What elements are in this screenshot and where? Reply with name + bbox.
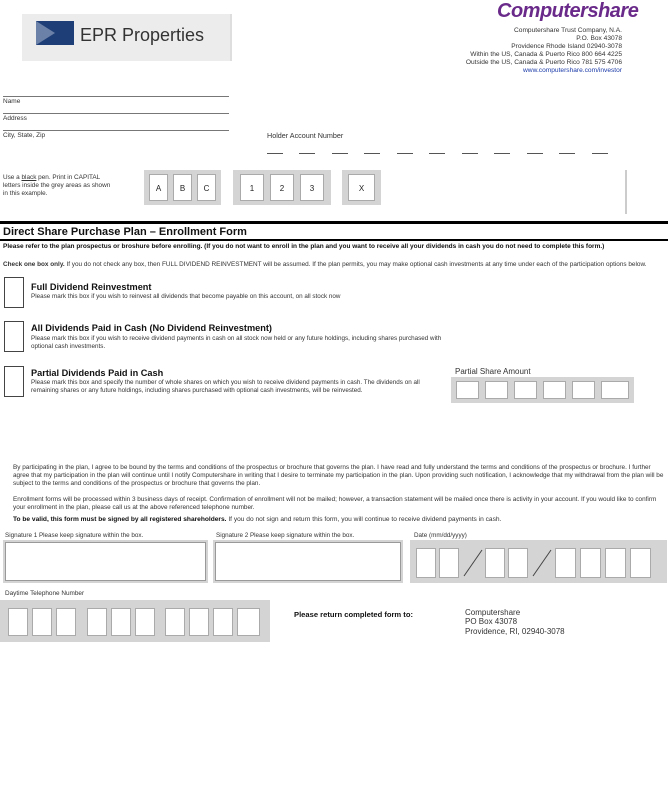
address-line: P.O. Box 43078: [576, 35, 622, 43]
phone-digit-box[interactable]: [8, 608, 28, 636]
phone-digit-box[interactable]: [56, 608, 76, 636]
account-digit-field[interactable]: [429, 153, 445, 154]
signature-2-label: Signature 2 Please keep signature within the box.: [216, 532, 355, 539]
example-digit-box: 2: [270, 174, 294, 201]
terms-paragraph: By participating in the plan, I agree to be bound by the terms and conditions of the prospectus or brochure that governs the plan. I have read and fully understand the terms and conditions of the prospectus or brochure. I further agree that my participation in the plan will continue until I notify Computershare in writing that I desire to terminate my participation in the plan. Upon providing such notification, I acknowledge that my withdrawal from the plan will be subject to the terms and conditions of the prospectus or brochure that governs the plan.: [13, 464, 664, 488]
date-day-box[interactable]: [508, 548, 528, 578]
return-address-line: Providence, RI, 02940-3078: [465, 626, 565, 636]
address-line: Outside the US, Canada & Puerto Rico 781 575 4706: [465, 59, 622, 67]
date-month-box[interactable]: [416, 548, 436, 578]
city-label: City, State, Zip: [3, 132, 46, 139]
account-number-label: Holder Account Number: [267, 131, 344, 140]
share-digit-box[interactable]: [543, 381, 566, 399]
computershare-logo: Computershare: [497, 0, 639, 22]
date-label: Date (mm/dd/yyyy): [414, 532, 467, 539]
validity-bold: To be valid, this form must be signed by all registered shareholders.: [13, 516, 227, 523]
phone-digit-box[interactable]: [135, 608, 155, 636]
phone-digit-box[interactable]: [111, 608, 131, 636]
partial-share-amount-field: [451, 377, 634, 403]
option-description: Please mark this box and specify the number of whole shares on which you wish to receive dividend payments in cash. The dividends on all remaining shares or any future holdings, including shares purchased with optional cash investments, will be reinvested.: [31, 379, 420, 395]
example-digits-area: [233, 170, 331, 205]
instr-black: black: [21, 174, 37, 181]
address-line: Providence Rhode Island 02940-3078: [511, 43, 622, 51]
share-digit-box[interactable]: [514, 381, 537, 399]
epr-logo-text: EPR Properties: [80, 25, 205, 45]
option-title: Partial Dividends Paid in Cash: [31, 368, 164, 378]
form-title: Direct Share Purchase Plan – Enrollment Form: [3, 226, 247, 238]
date-month-box[interactable]: [439, 548, 459, 578]
account-digit-field[interactable]: [364, 153, 380, 154]
date-year-box[interactable]: [630, 548, 651, 578]
check-one-text: If you do not check any box, then FULL DIVIDEND REINVESTMENT will be assumed. If the plan permits, you may make optional cash investments at any time under each of the participation options below.: [64, 261, 647, 268]
phone-digit-box[interactable]: [87, 608, 107, 636]
account-digit-field[interactable]: [267, 153, 283, 154]
date-separator-slash: [531, 548, 553, 578]
share-digit-box[interactable]: [456, 381, 479, 399]
phone-digit-box[interactable]: [32, 608, 52, 636]
account-digit-field[interactable]: [332, 153, 348, 154]
signature-1-area: [3, 540, 208, 583]
partial-share-amount-label: Partial Share Amount: [455, 367, 531, 376]
return-address-line: PO Box 43078: [465, 617, 518, 627]
example-letter-box: B: [173, 174, 192, 201]
computershare-address: [466, 27, 622, 76]
validity-note: [13, 516, 501, 523]
example-mark-area: [342, 170, 381, 205]
phone-digit-box[interactable]: [213, 608, 233, 636]
check-one-instructions: [3, 261, 667, 269]
account-digit-field[interactable]: [397, 153, 413, 154]
epr-logo: [22, 14, 232, 61]
example-letters-area: [144, 170, 221, 205]
date-area: [410, 540, 667, 583]
full-reinvestment-checkbox[interactable]: [4, 277, 24, 308]
example-mark-box: X: [348, 174, 375, 201]
account-digit-field[interactable]: [494, 153, 510, 154]
account-digit-field[interactable]: [462, 153, 478, 154]
phone-digit-box[interactable]: [189, 608, 209, 636]
phone-label: Daytime Telephone Number: [5, 590, 85, 597]
share-digit-box[interactable]: [485, 381, 508, 399]
account-digit-field[interactable]: [592, 153, 608, 154]
option-description: Please mark this box if you wish to receive dividend payments in cash on all stock now held or any future holdings, including shares purchased with optional cash investments.: [31, 335, 442, 351]
example-letter-box: A: [149, 174, 168, 201]
check-one-bold: Check one box only.: [3, 261, 65, 268]
example-letter-box: C: [197, 174, 216, 201]
title-bottom-rule: [0, 239, 668, 241]
partial-cash-checkbox[interactable]: [4, 366, 24, 397]
share-digit-box[interactable]: [601, 381, 629, 399]
phone-digit-box[interactable]: [237, 608, 260, 636]
account-digit-field[interactable]: [527, 153, 543, 154]
return-address-line: Computershare: [465, 608, 521, 617]
share-digit-box[interactable]: [572, 381, 595, 399]
all-cash-checkbox[interactable]: [4, 321, 24, 352]
website-link[interactable]: www.computershare.com/investor: [523, 67, 622, 75]
city-line: [3, 130, 229, 131]
instr-text: pen. Print in CAPITAL letters inside the grey areas as shown in this example.: [3, 174, 111, 197]
option-description: Please mark this box if you wish to reinvest all dividends that become payable on this account, on all stock now: [31, 293, 341, 300]
option-title: All Dividends Paid in Cash (No Dividend Reinvestment): [31, 323, 272, 333]
validity-text: If you do not sign and return this form, you will continue to receive dividend payments in cash.: [226, 516, 502, 523]
signature-1-label: Signature 1 Please keep signature within the box.: [5, 532, 144, 539]
return-address: [465, 608, 565, 636]
title-top-rule: [0, 221, 668, 224]
account-digit-field[interactable]: [299, 153, 315, 154]
pen-instructions: [3, 174, 115, 198]
date-year-box[interactable]: [605, 548, 626, 578]
date-separator-slash: [462, 548, 484, 578]
date-day-box[interactable]: [485, 548, 505, 578]
example-digit-box: 1: [240, 174, 264, 201]
address-line: Computershare Trust Company, N.A.: [514, 27, 622, 34]
return-label: Please return completed form to:: [294, 610, 413, 619]
date-year-box[interactable]: [555, 548, 576, 578]
processing-paragraph: Enrollment forms will be processed within 3 business days of receipt. Confirmation of enrollment will not be mailed; however, a transaction statement will be mailed once there is activity in your account. If you would like to confirm your enrollment in the plan, please call us at the above referenced telephone number.: [13, 496, 657, 512]
name-label: Name: [3, 98, 21, 105]
signature-1-box[interactable]: [5, 542, 206, 581]
account-digit-field[interactable]: [559, 153, 575, 154]
signature-2-area: [213, 540, 403, 583]
address-label: Address: [3, 115, 27, 122]
address-line-field: [3, 113, 229, 114]
vertical-divider: [625, 170, 627, 214]
date-year-box[interactable]: [580, 548, 601, 578]
example-digit-box: 3: [300, 174, 324, 201]
phone-number-area: [0, 600, 270, 642]
instr-text: Use a: [3, 174, 22, 181]
refer-text: Please refer to the plan prospectus or broshure before enrolling. (If you do not want to enroll in the plan and you want to receive all your dividends in cash you do not need to complete this form.): [3, 243, 605, 250]
phone-digit-box[interactable]: [165, 608, 185, 636]
option-title: Full Dividend Reinvestment: [31, 282, 152, 292]
address-line: Within the US, Canada & Puerto Rico 800 664 4225: [470, 51, 622, 59]
name-line: [3, 96, 229, 97]
epr-logo-mark-icon: [36, 21, 74, 45]
signature-2-box[interactable]: [215, 542, 401, 581]
